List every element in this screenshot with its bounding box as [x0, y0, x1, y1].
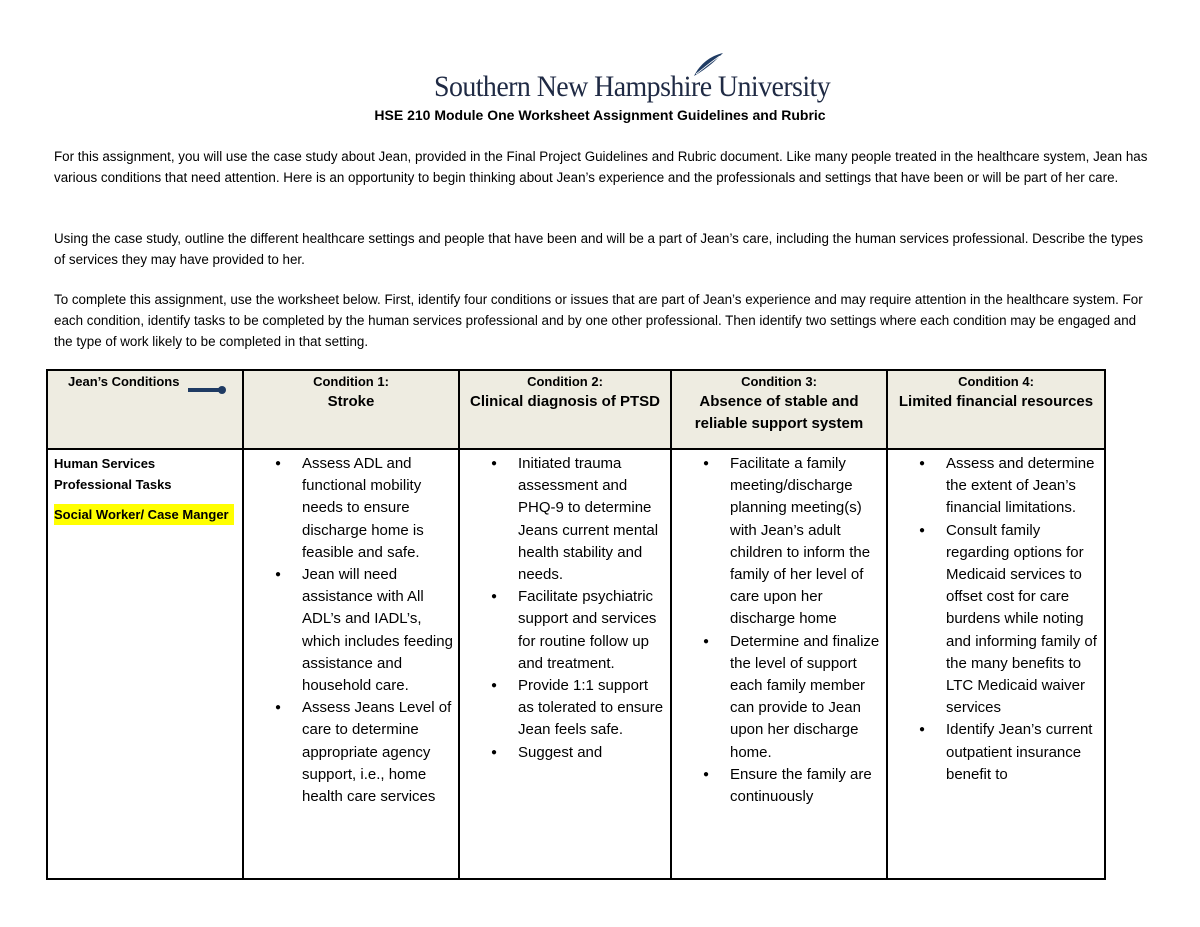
task-item: ● Jean will need assistance with All ADL’s and IADL’s, which includes feeding assistance and household care.	[302, 564, 454, 697]
task-item: ● Identify Jean’s current outpatient insurance benefit to	[946, 719, 1100, 786]
condition-header	[459, 370, 671, 449]
intro-paragraph: For this assignment, you will use the case study about Jean, provided in the Final Project Guidelines and Rubric document. Like many people treated in the healthcare system, Jean has various conditions that need attention. Here is an opportunity to begin thinking about Jean’s experience and the professionals and settings that have been or will be part of her care.	[54, 149, 1148, 185]
role-highlight: Social Worker/ Case Manger	[54, 504, 234, 525]
row-label-cell	[47, 449, 243, 879]
task-cell	[459, 449, 671, 879]
row-label: Human Services Professional Tasks	[54, 456, 172, 492]
task-item: ● Assess and determine the extent of Jean’s financial limitations.	[946, 453, 1100, 520]
tasks-row	[47, 449, 1105, 879]
task-item: ● Facilitate psychiatric support and services for routine follow up and treatment.	[518, 586, 666, 675]
worksheet-table	[46, 369, 1106, 880]
corner-header	[47, 370, 243, 449]
condition-label: Condition 1:	[313, 374, 389, 389]
university-name: Southern New Hampshire University	[434, 70, 831, 103]
page-title: HSE 210 Module One Worksheet Assignment Guidelines and Rubric	[374, 107, 826, 123]
task-item: ● Assess Jeans Level of care to determine appropriate agency support, i.e., home health care services	[302, 697, 454, 808]
header-row	[47, 370, 1105, 449]
condition-header	[243, 370, 459, 449]
condition-header	[671, 370, 887, 449]
task-item: ● Initiated trauma assessment and PHQ-9 to determine Jeans current mental health stability and needs.	[518, 453, 666, 586]
pen-mark-line	[188, 388, 222, 392]
task-item: ● Assess ADL and functional mobility needs to ensure discharge home is feasible and safe.	[302, 453, 454, 564]
task-item: ● Facilitate a family meeting/discharge planning meeting(s) with Jean’s adult children to inform the family of her level of care upon her discharge home	[730, 453, 882, 631]
instructions-paragraph: To complete this assignment, use the worksheet below. First, identify four conditions or issues that are part of Jean’s experience and may require attention in the healthcare system. For each condition, identify tasks to be completed by the human services professional and by one other professional. Then identify two settings where each condition may be engaged and the type of work likely to be completed in that setting.	[54, 292, 1143, 349]
university-logo	[434, 66, 831, 106]
leaf-icon	[692, 52, 724, 78]
condition-label: Condition 4:	[958, 374, 1034, 389]
condition-name: Absence of stable and reliable support system	[694, 393, 864, 432]
condition-name: Clinical diagnosis of PTSD	[469, 393, 661, 410]
condition-name: Limited financial resources	[898, 393, 1094, 410]
task-item: ● Determine and finalize the level of support each family member can provide to Jean upon her discharge home.	[730, 631, 882, 764]
condition-label: Condition 3:	[741, 374, 817, 389]
outline-paragraph: Using the case study, outline the different healthcare settings and people that have been and will be a part of Jean’s care, including the human services professional. Describe the types of services they may have provided to her.	[54, 231, 1144, 267]
condition-label: Condition 2:	[527, 374, 603, 389]
task-item: ● Consult family regarding options for Medicaid services to offset cost for care burdens while noting and informing family of the many benefits to LTC Medicaid waiver services	[946, 520, 1100, 720]
task-item: ● Provide 1:1 support as tolerated to ensure Jean feels safe.	[518, 675, 666, 742]
pen-mark-dot	[218, 386, 226, 394]
condition-name: Stroke	[327, 393, 375, 410]
task-item: ● Suggest and	[518, 742, 666, 764]
task-cell	[887, 449, 1105, 879]
task-cell	[243, 449, 459, 879]
task-cell	[671, 449, 887, 879]
task-item: ● Ensure the family are continuously	[730, 764, 882, 808]
corner-header-label: Jean’s Conditions	[68, 374, 180, 389]
condition-header	[887, 370, 1105, 449]
